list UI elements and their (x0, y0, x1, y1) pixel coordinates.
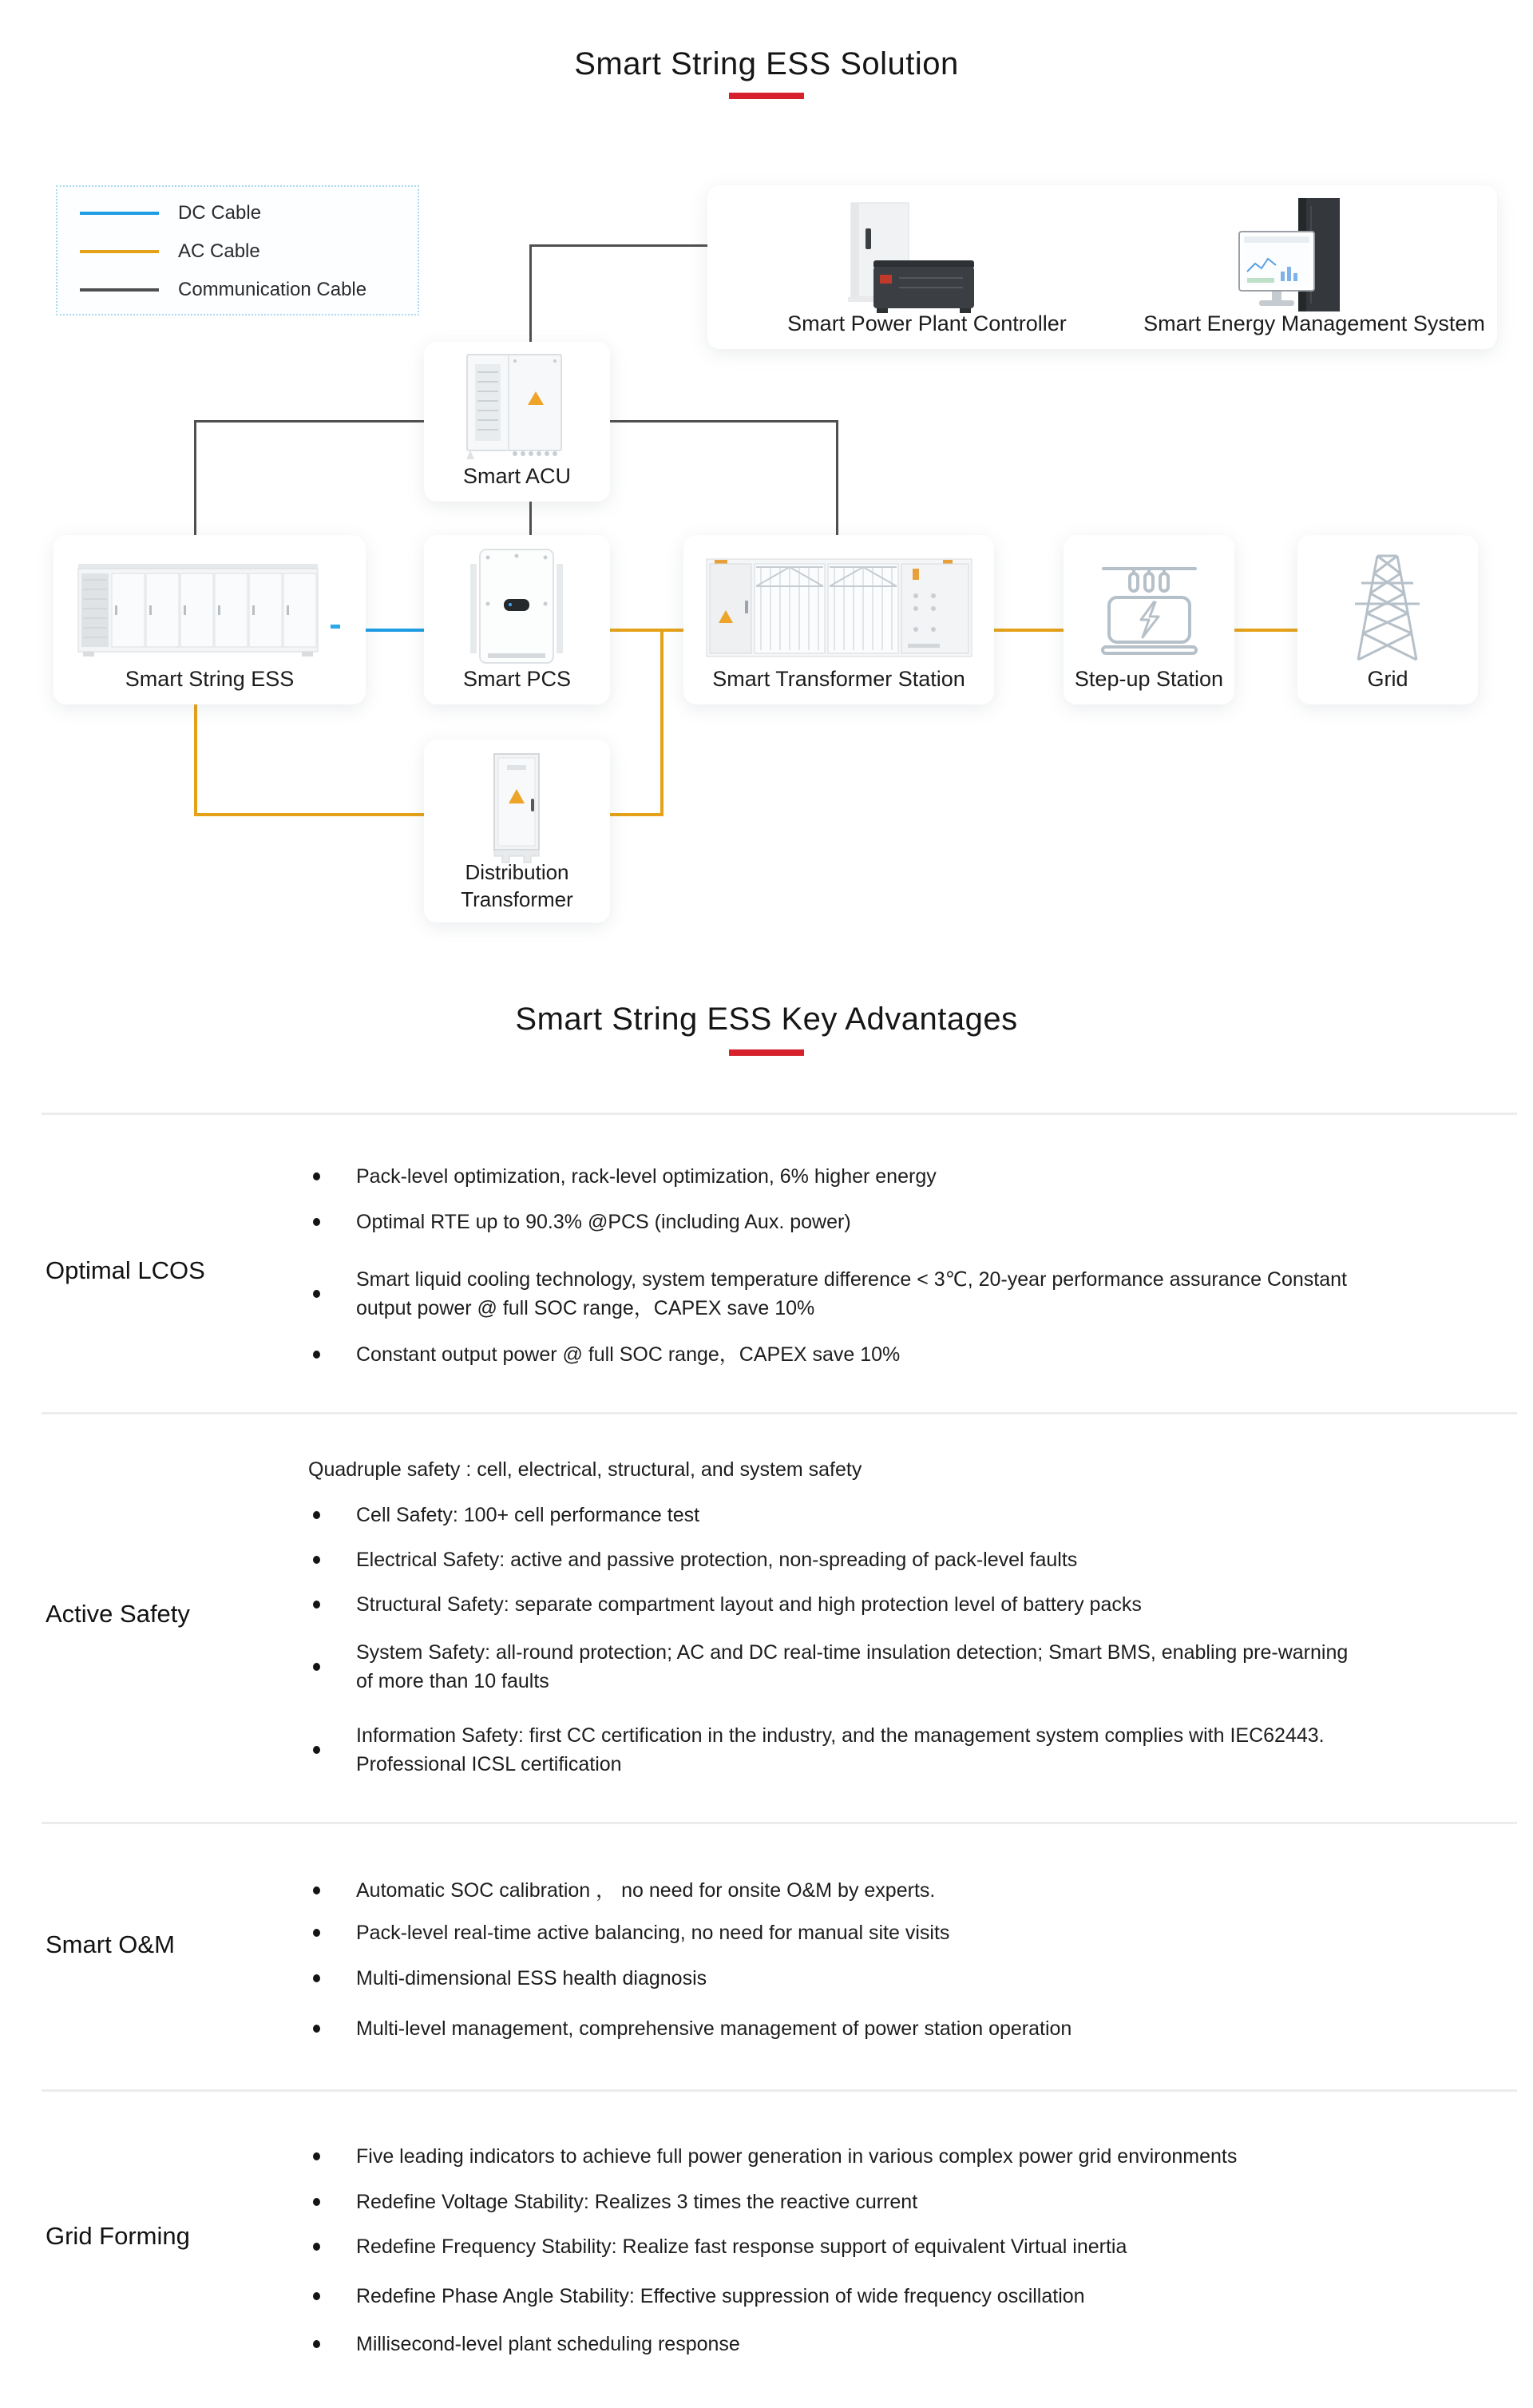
bullet-dot (313, 1172, 320, 1180)
page-title: Smart String ESS Solution (574, 46, 959, 81)
smart-ems-image (1178, 195, 1378, 319)
ess-card (53, 535, 366, 704)
section-heading-smart-om: Smart O&M (46, 1930, 175, 1958)
stepup-label: Step-up Station (1074, 667, 1224, 691)
ac-line-stepup-grid (1234, 629, 1297, 632)
bullet-item: Pack-level optimization, rack-level optimization, 6% higher energy (313, 1162, 937, 1191)
section-heading-optimal-lcos: Optimal LCOS (46, 1256, 205, 1284)
active-safety-intro: Quadruple safety : cell, electrical, structural, and system safety (308, 1458, 862, 1481)
ess-label: Smart String ESS (125, 667, 295, 691)
smart-string-ess-image (73, 557, 345, 661)
step-up-station-icon (1095, 553, 1203, 661)
smart-power-plant-controller-image (803, 198, 995, 318)
grid-label: Grid (1367, 667, 1408, 691)
bullet-item: Redefine Voltage Stability: Realizes 3 times the reactive current (313, 2188, 917, 2216)
distribution-transformer-label: Distribution Transformer (461, 860, 573, 911)
bullet-item: Redefine Frequency Stability: Realize fast response support of equivalent Virtual inertia (313, 2232, 1127, 2261)
bullet-item: Multi-dimensional ESS health diagnosis (313, 1964, 707, 1993)
title-underline (729, 93, 804, 99)
dc-cable-swatch (80, 212, 159, 215)
bullet-dot (313, 1351, 320, 1359)
legend-label: DC Cable (178, 202, 262, 224)
smart-acu-image (458, 351, 577, 463)
controller-label: Smart Power Plant Controller (787, 311, 1067, 335)
distribution-transformer-card (424, 740, 610, 922)
bullet-dot (313, 1218, 320, 1226)
bullet-item: System Safety: all-round protection; AC and DC real-time insulation detection; Smart BMS, enabling pre-warning of more than 10 faults (313, 1638, 1348, 1696)
ac-line-ess-down (194, 704, 197, 816)
bullet-item: Information Safety: first CC certification in the industry, and the management system complies with IEC62443. Professional ICSL certification (313, 1721, 1325, 1779)
ac-cable-swatch (80, 250, 159, 253)
ac-line-transformer-stepup (994, 629, 1064, 632)
pcs-card (424, 535, 610, 704)
dc-line-ess-pcs (366, 629, 424, 632)
comm-line-to-controller (529, 244, 707, 247)
bullet-item: Constant output power @ full SOC range，CAPEX save 10% (313, 1340, 900, 1369)
bullet-item: Redefine Phase Angle Stability: Effective suppression of wide frequency oscillation (313, 2282, 1085, 2311)
comm-cable-swatch (80, 288, 159, 292)
bullet-item: Structural Safety: separate compartment layout and high protection level of battery packs (313, 1590, 1142, 1619)
ac-line-junction-down (660, 629, 664, 816)
legend-item-dc (80, 204, 261, 222)
bullet-dot (313, 2152, 320, 2160)
bullet-dot (313, 1663, 320, 1671)
bullet-item: Five leading indicators to achieve full power generation in various complex power grid environments (313, 2142, 1237, 2171)
acu-label: Smart ACU (462, 464, 572, 488)
section-divider (42, 1822, 1517, 1824)
section-divider (42, 1412, 1517, 1414)
stepup-card (1064, 535, 1234, 704)
management-card (707, 185, 1497, 349)
bullet-dot (313, 1886, 320, 1894)
smart-transformer-station-image (703, 551, 975, 663)
bullet-item: Electrical Safety: active and passive protection, non-spreading of pack-level faults (313, 1545, 1077, 1574)
legend-item-comm (80, 281, 366, 299)
bullet-dot (313, 1746, 320, 1754)
cable-legend (56, 185, 419, 315)
section-divider (42, 2089, 1517, 2092)
comm-line-to-transformer (836, 420, 838, 537)
grid-card (1297, 535, 1478, 704)
ac-line-dist-left (194, 813, 424, 816)
transformer-station-card (683, 535, 994, 704)
bullet-item: Optimal RTE up to 90.3% @PCS (including Aux. power) (313, 1208, 851, 1236)
bullet-dot (313, 1974, 320, 1982)
pcs-label: Smart PCS (462, 667, 572, 691)
bullet-item: Smart liquid cooling technology, system temperature difference < 3℃, 20-year performance assurance Constant output power @ full SOC range，CAPEX save 10% (313, 1265, 1347, 1323)
bullet-dot (313, 1511, 320, 1519)
transformer-station-label: Smart Transformer Station (712, 667, 965, 691)
bullet-item: Cell Safety: 100+ cell performance test (313, 1501, 699, 1529)
distribution-transformer-image (483, 752, 551, 866)
bullet-item: Millisecond-level plant scheduling response (313, 2330, 740, 2358)
bullet-dot (313, 1290, 320, 1298)
comm-line-acu-pcs (529, 500, 532, 537)
grid-tower-icon (1345, 549, 1429, 665)
bullet-dot (313, 1929, 320, 1937)
advantages-underline (729, 1049, 804, 1056)
advantages-title: Smart String ESS Key Advantages (515, 1002, 1018, 1037)
comm-line-to-ess (194, 420, 196, 537)
bullet-item: Multi-level management, comprehensive management of power station operation (313, 2014, 1072, 2043)
bullet-item: Pack-level real-time active balancing, no need for manual site visits (313, 1918, 949, 1947)
bullet-item: Automatic SOC calibration ， no need for onsite O&M by experts. (313, 1876, 935, 1905)
bullet-dot (313, 1601, 320, 1609)
legend-label: AC Cable (178, 240, 260, 262)
bullet-dot (313, 2292, 320, 2300)
legend-label: Communication Cable (178, 279, 367, 300)
bullet-dot (313, 1556, 320, 1564)
bullet-dot (313, 2243, 320, 2251)
legend-item-ac (80, 240, 260, 262)
bullet-dot (313, 2025, 320, 2033)
section-divider (42, 1113, 1517, 1115)
smart-pcs-image (469, 548, 564, 669)
ac-line-dist-right (609, 813, 664, 816)
ems-label: Smart Energy Management System (1143, 311, 1485, 335)
section-heading-grid-forming: Grid Forming (46, 2222, 190, 2250)
acu-card (424, 342, 610, 502)
bullet-dot (313, 2340, 320, 2348)
section-heading-active-safety: Active Safety (46, 1600, 190, 1628)
bullet-dot (313, 2198, 320, 2206)
comm-line-acu-up (529, 244, 532, 343)
